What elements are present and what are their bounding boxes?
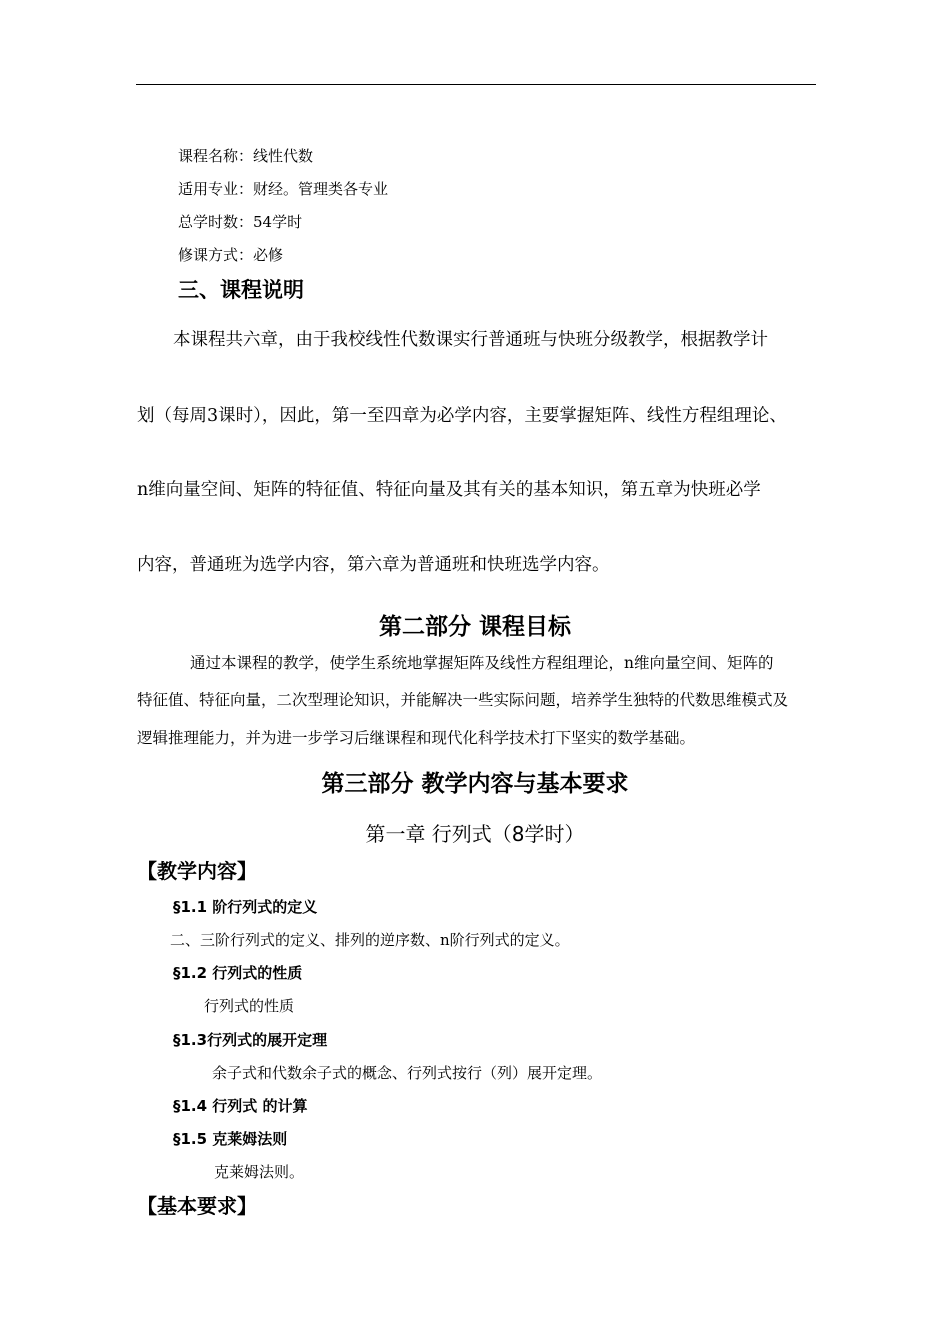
part-two-line-2: 特征值、特征向量，二次型理论知识，并能解决一些实际问题，培养学生独特的代数思维模式及 (137, 691, 789, 709)
section-1-5-title: §1.5 克莱姆法则 (173, 1130, 288, 1148)
section-1-5-text: 克莱姆法则。 (214, 1163, 305, 1181)
section-1-2-title: §1.2 行列式的性质 (173, 964, 303, 982)
total-hours: 总学时数：54学时 (178, 213, 303, 231)
section-1-3-text: 余子式和代数余子式的概念、行列式按行（列）展开定理。 (212, 1064, 603, 1082)
section-1-4-title: §1.4 行列式 的计算 (173, 1097, 308, 1115)
header-rule (136, 84, 816, 85)
part-two-title: 第二部分 课程目标 (378, 614, 571, 640)
course-type: 修课方式：必修 (178, 246, 284, 264)
section-three-heading: 三、课程说明 (178, 278, 304, 302)
section-three-line-4: 内容，普通班为选学内容，第六章为普通班和快班选学内容。 (137, 555, 610, 575)
section-1-1-title: §1.1 阶行列式的定义 (173, 898, 318, 916)
teaching-content-heading: 【教学内容】 (137, 859, 257, 883)
section-1-1-text: 二、三阶行列式的定义、排列的逆序数、n阶行列式的定义。 (170, 931, 570, 949)
part-two-line-3: 逻辑推理能力，并为进一步学习后继课程和现代化科学技术打下坚实的数学基础。 (137, 729, 696, 747)
part-three-title: 第三部分 教学内容与基本要求 (321, 771, 629, 797)
chapter-one-title: 第一章 行列式（8学时） (365, 822, 585, 846)
section-1-2-text: 行列式的性质 (204, 997, 295, 1015)
section-1-3-title: §1.3行列式的展开定理 (173, 1031, 328, 1049)
section-three-line-2: 划（每周3课时），因此，第一至四章为必学内容，主要掌握矩阵、线性方程组理论、 (137, 406, 787, 426)
course-name: 课程名称：线性代数 (178, 147, 314, 165)
section-three-line-1: 本课程共六章，由于我校线性代数课实行普通班与快班分级教学，根据教学计 (173, 330, 768, 350)
basic-requirements-heading: 【基本要求】 (137, 1194, 257, 1218)
part-two-line-1: 通过本课程的教学，使学生系统地掌握矩阵及线性方程组理论，n维向量空间、矩阵的 (190, 654, 774, 672)
applicable-major: 适用专业：财经。管理类各专业 (178, 180, 389, 198)
section-three-line-3: n维向量空间、矩阵的特征值、特征向量及其有关的基本知识，第五章为快班必学 (137, 480, 761, 500)
